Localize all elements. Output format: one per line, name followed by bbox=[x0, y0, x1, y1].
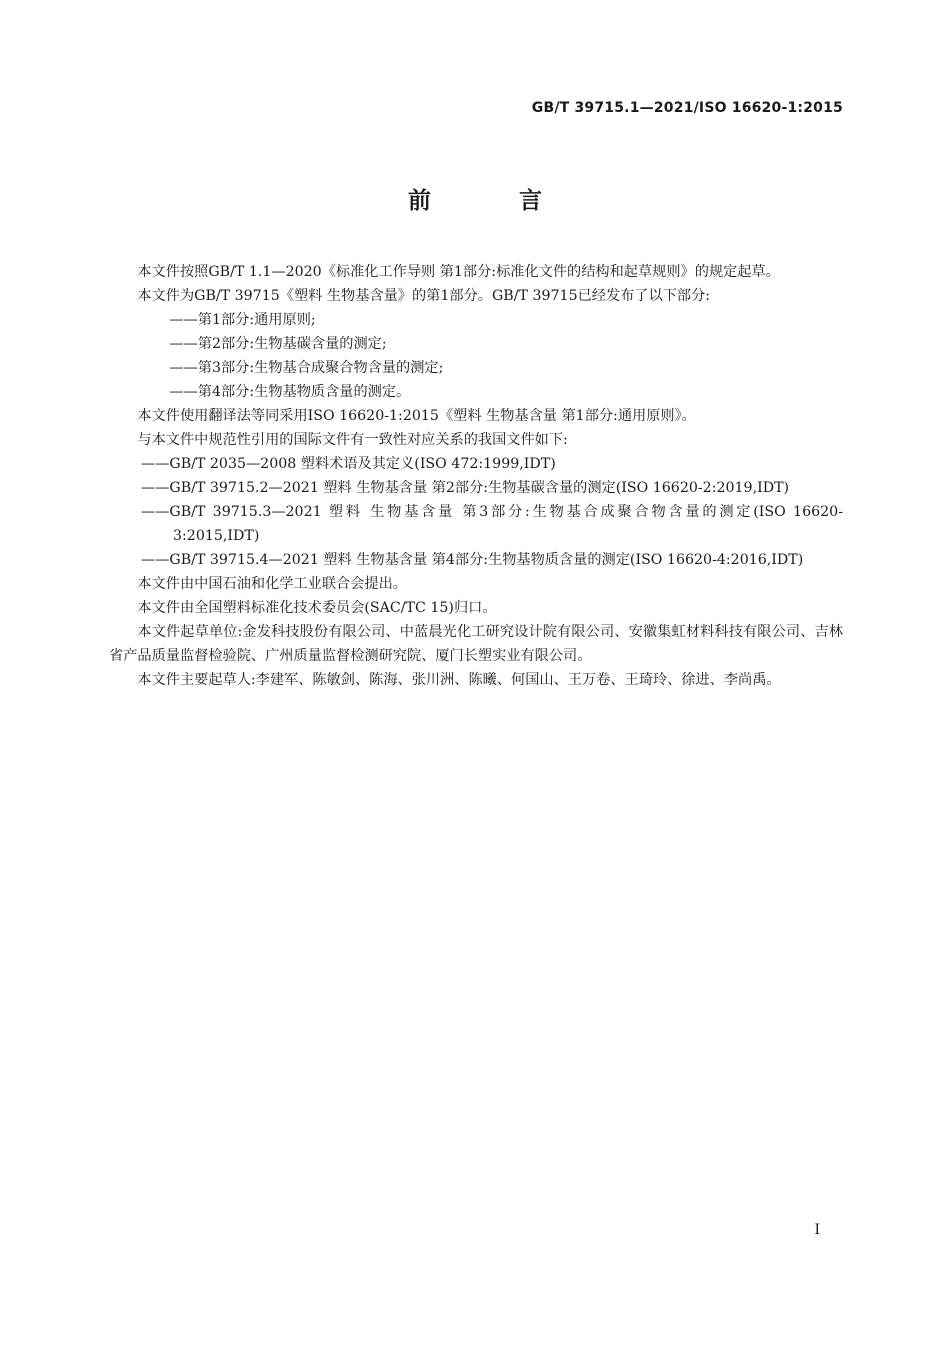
foreword-body bbox=[109, 260, 843, 692]
list-item-reference: ——GB/T 2035—2008 塑料术语及其定义(ISO 472:1999,IDT) bbox=[141, 456, 556, 472]
paragraph-references-intro: 与本文件中规范性引用的国际文件有一致性对应关系的我国文件如下: bbox=[137, 432, 568, 448]
list-item-part: ——第2部分:生物基碳含量的测定; bbox=[169, 336, 387, 352]
paragraph-drafters: 本文件主要起草人:李建军、陈敏剑、陈海、张川洲、陈曦、何国山、王万卷、王琦玲、徐进、李尚禹。 bbox=[137, 672, 781, 688]
list-item-reference: ——GB/T 39715.4—2021 塑料 生物基含量 第4部分:生物基物质含量的测定(ISO 16620-4:2016,IDT) bbox=[141, 552, 804, 568]
paragraph-adoption: 本文件使用翻译法等同采用ISO 16620-1:2015《塑料 生物基含量 第1部分:通用原则》。 bbox=[137, 408, 696, 424]
page-number: I bbox=[814, 1222, 820, 1238]
paragraph-committee: 本文件由全国塑料标准化技术委员会(SAC/TC 15)归口。 bbox=[137, 600, 497, 616]
list-item-part: ——第4部分:生物基物质含量的测定。 bbox=[169, 384, 411, 400]
list-item-reference: ——GB/T 39715.2—2021 塑料 生物基含量 第2部分:生物基碳含量的测定(ISO 16620-2:2019,IDT) bbox=[141, 480, 790, 496]
list-item-part: ——第3部分:生物基合成聚合物含量的测定; bbox=[169, 360, 444, 376]
paragraph-drafting-rules: 本文件按照GB/T 1.1—2020《标准化工作导则 第1部分:标准化文件的结构和起草规则》的规定起草。 bbox=[137, 264, 780, 280]
list-item-reference: ——GB/T 39715.3—2021 塑料 生物基含量 第3部分:生物基合成聚合物含量的测定(ISO 16620-3:2015,IDT) bbox=[141, 504, 843, 544]
document-number-header: GB/T 39715.1—2021/ISO 16620-1:2015 bbox=[531, 100, 843, 116]
paragraph-series-intro: 本文件为GB/T 39715《塑料 生物基含量》的第1部分。GB/T 39715已经发布了以下部分: bbox=[137, 288, 711, 304]
paragraph-drafting-units: 本文件起草单位:金发科技股份有限公司、中蓝晨光化工研究设计院有限公司、安徽集虹材料科技有限公司、吉林省产品质量监督检验院、广州质量监督检测研究院、厦门长塑实业有限公司。 bbox=[109, 624, 843, 664]
page-title: 前 言 bbox=[407, 188, 582, 214]
paragraph-proposer: 本文件由中国石油和化学工业联合会提出。 bbox=[137, 576, 407, 592]
list-item-part: ——第1部分:通用原则; bbox=[169, 312, 316, 328]
